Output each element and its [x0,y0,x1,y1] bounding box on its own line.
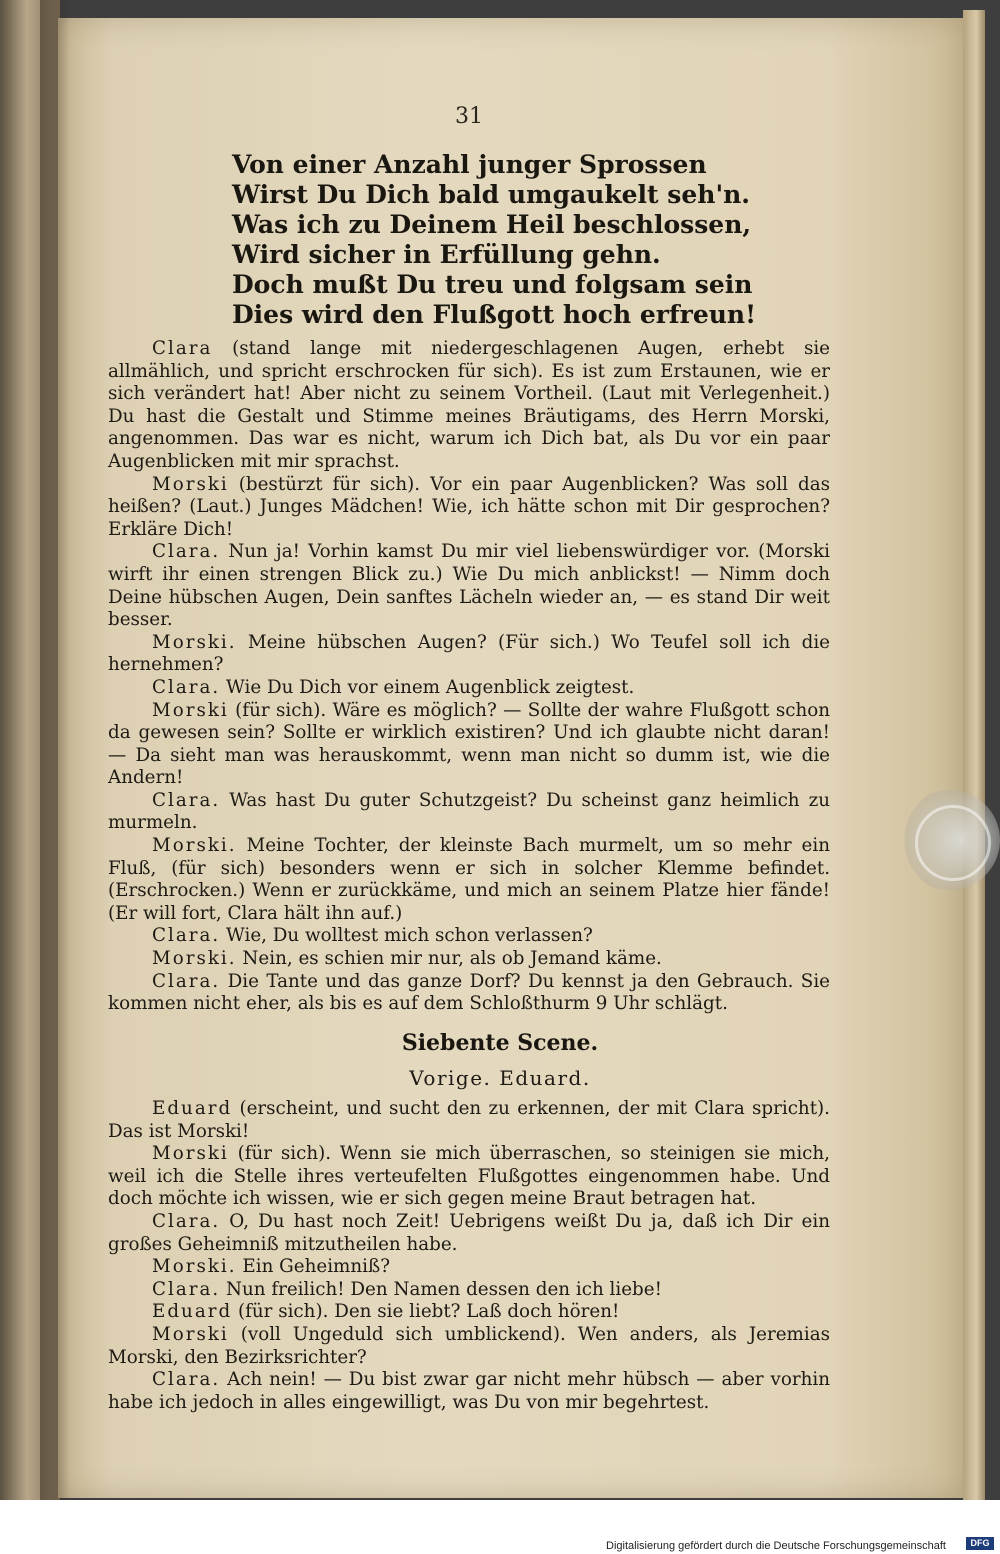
dialogue-text: O, Du hast noch Zeit! Uebrigens weißt Du ja, daß ich Dir ein großes Geheimniß mitzutheilen habe. [108,1210,830,1255]
dialogue-text: Ein Geheimniß? [236,1256,391,1278]
speaker-name: Clara. [152,1369,221,1391]
digitization-credit: Digitalisierung gefördert durch die Deutsche Forschungsgemeinschaft [606,1540,946,1552]
speaker-name: Morski. [152,835,237,857]
dialogue-text: Wie Du Dich vor einem Augenblick zeigtest. [220,676,635,698]
dialogue-text: Was hast Du guter Schutzgeist? Du scheinst ganz heimlich zu murmeln. [108,789,830,834]
speaker-name: Clara. [152,541,221,563]
dialogue-text: (für sich). Wenn sie mich überraschen, so steinigen sie mich, weil ich die Stelle ihres verteufelten Flußgottes eingenommen habe. Und doch möchte ich wissen, wie er sich gegen meine Braut betragen hat. [108,1143,830,1210]
dialogue-paragraph [108,1098,830,1143]
dialogue-paragraph [108,338,830,474]
scene-heading: Siebente Scene. [401,1030,599,1056]
verse-line: Wird sicher in Erfüllung gehn. [232,240,661,269]
page-clip-ring [915,805,991,881]
speaker-name: Eduard [152,1301,233,1323]
dfg-logo: DFG [966,1537,994,1550]
speaker-name: Clara. [152,1278,221,1300]
verse-line: Wirst Du Dich bald umgaukelt seh'n. [232,180,750,209]
dialogue-text: (für sich). Den sie liebt? Laß doch hören! [232,1301,620,1323]
dialogue-paragraph [108,700,830,790]
dialogue-text: Nun ja! Vorhin kamst Du mir viel liebenswürdiger vor. (Morski wirft ihr einen strengen Blick zu.) Wie Du mich anblickst! — Nimm doch Deine hübschen Augen, Dein sanftes Lächeln wieder an, — es stand Dir weit besser. [108,541,830,631]
speaker-name: Clara. [152,789,221,811]
speaker-name: Morski [152,1323,229,1345]
speaker-name: Clara. [152,925,221,947]
speaker-name: Clara. [152,970,221,992]
dialogue-text: (erscheint, und sucht den zu erkennen, der mit Clara spricht). Das ist Morski! [108,1098,830,1142]
speaker-name: Morski. [152,948,237,970]
speaker-name: Clara. [152,676,221,698]
dialogue-paragraph [108,948,830,971]
dialogue-paragraph [108,1211,830,1256]
dialogue-text: Meine Tochter, der kleinste Bach murmelt, um so mehr ein Fluß, (für sich) besonders wenn er sich in solcher Klemme befindet. (Erschrocken.) Wenn er zurückkäme, und mich an seinem Platze hier fände! (Er will fort, Clara hält ihn auf.) [108,835,830,924]
dialogue-block-1 [108,338,830,1016]
speaker-name: Morski [152,473,229,495]
dialogue-paragraph [108,971,830,1016]
dialogue-paragraph [108,790,830,835]
dialogue-text: (bestürzt für sich). Vor ein paar Augenblicken? Was soll das heißen? (Laut.) Junges Mädchen! Wie, ich hätte schon mit Dir gesprochen? Erkläre Dich! [108,473,830,540]
dialogue-text: Wie, Du wolltest mich schon verlassen? [220,925,593,947]
speaker-name: Clara. [152,1210,221,1232]
speaker-name: Morski. [152,1256,237,1278]
page-number: 31 [455,104,483,129]
scene-persons: Vorige. Eduard. [409,1066,591,1090]
dialogue-paragraph [108,835,830,925]
dialogue-paragraph [108,1143,830,1211]
book-gutter [40,0,70,1554]
dialogue-paragraph [108,677,830,700]
dialogue-paragraph [108,1369,830,1414]
dialogue-text: Meine hübschen Augen? (Für sich.) Wo Teufel soll ich die hernehmen? [108,631,830,676]
dialogue-text: (stand lange mit niedergeschlagenen Augen, erhebt sie allmählich, und spricht erschrocken für sich). Es ist zum Erstaunen, wie er sich verändert hat! Aber nicht zu seinem Vortheil. (Laut mit Verlegenheit.) Du hast die Gestalt und Stimme meines Bräutigams, des Herrn Morski, angenommen. Das war es nicht, warum ich Dich bat, als Du vor ein paar Augenblicken mit mir sprachst. [108,338,830,472]
speaker-name: Eduard [152,1098,233,1119]
verse-line: Doch mußt Du treu und folgsam sein [232,270,753,299]
dialogue-paragraph [108,474,830,542]
verse-block [232,150,757,330]
dialogue-text: Die Tante und das ganze Dorf? Du kennst ja den Gebrauch. Sie kommen nicht eher, als bis es auf dem Schloßthurm 9 Uhr schlägt. [108,970,830,1015]
speaker-name: Clara [152,338,213,359]
dialogue-paragraph [108,1256,830,1279]
dialogue-paragraph [108,1324,830,1369]
dialogue-text: (für sich). Wäre es möglich? — Sollte der wahre Flußgott schon da gewesen sein? Sollte er wirklich existiren? Und ich glaubte nicht daran! — Da sieht man was herauskommt, wenn man nicht so dumm ist, wie die Andern! [108,699,830,789]
dialogue-text: Nein, es schien mir nur, als ob Jemand käme. [236,948,662,970]
page-stack-edge [963,10,985,1500]
dialogue-text: Ach nein! — Du bist zwar gar nicht mehr hübsch — aber vorhin habe ich jedoch in alles eingewilligt, was Du von mir begehrtest. [108,1369,830,1413]
verse-line: Dies wird den Flußgott hoch erfreun! [232,300,757,329]
dialogue-paragraph [108,1301,830,1324]
speaker-name: Morski [152,1143,229,1165]
verse-line: Von einer Anzahl junger Sprossen [232,150,707,179]
speaker-name: Morski [152,699,229,721]
dialogue-paragraph [108,925,830,948]
dialogue-paragraph [108,1279,830,1302]
dialogue-text: (voll Ungeduld sich umblickend). Wen anders, als Jeremias Morski, den Bezirksrichter? [108,1323,830,1368]
verse-line: Was ich zu Deinem Heil beschlossen, [232,210,752,239]
dialogue-paragraph [108,632,830,677]
dialogue-text: Nun freilich! Den Namen dessen den ich liebe! [220,1278,662,1300]
dialogue-paragraph [108,541,830,631]
dialogue-block-2 [108,1098,830,1414]
speaker-name: Morski. [152,631,237,653]
